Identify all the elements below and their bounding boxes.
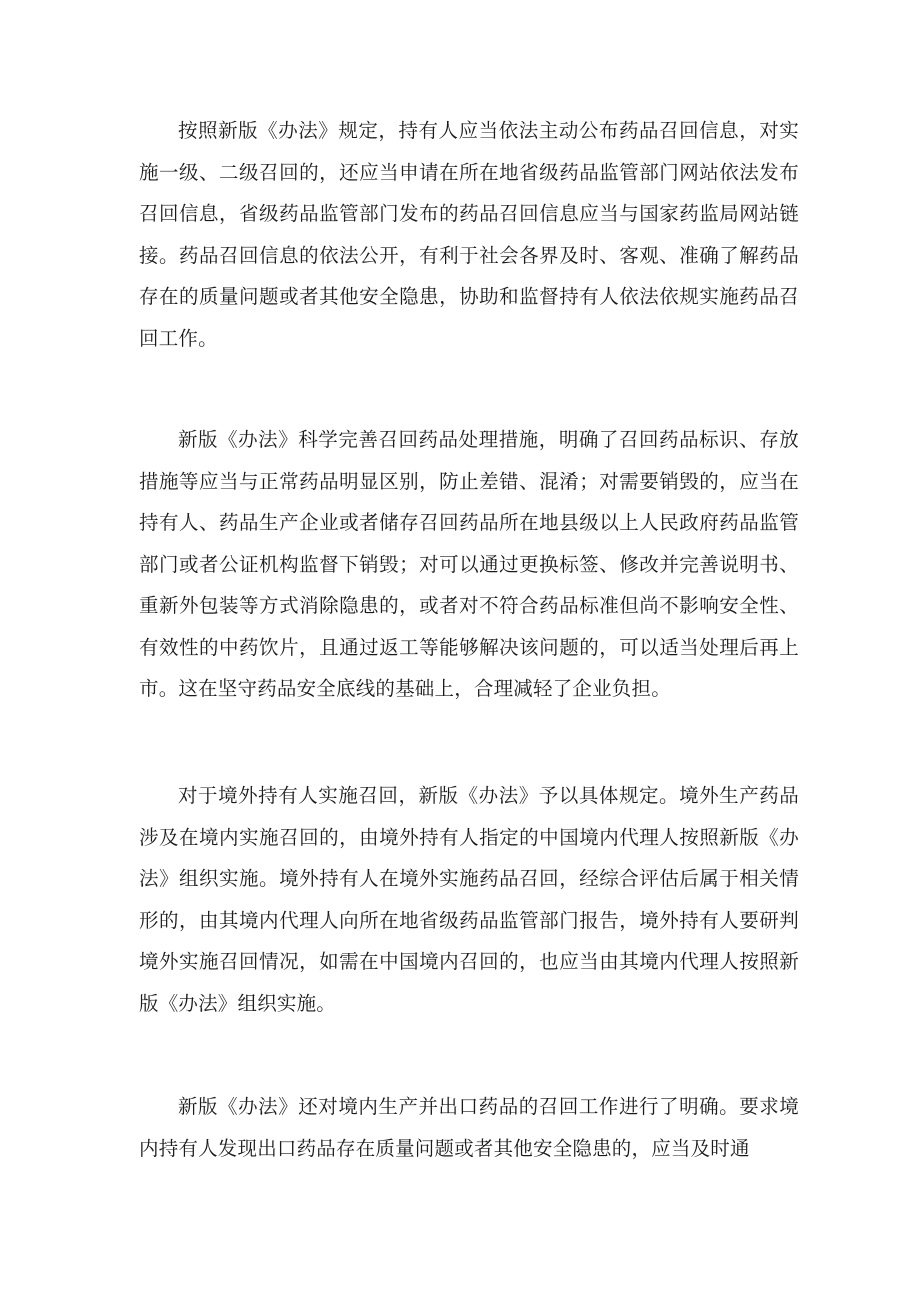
- paragraph-1: 按照新版《办法》规定，持有人应当依法主动公布药品召回信息，对实施一级、二级召回的，还应当申请在所在地省级药品监管部门网站依法发布召回信息，省级药品监管部门发布的药品召回信息应当与国家药监局网站链接。药品召回信息的依法公开，有利于社会各界及时、客观、准确了解药品存在的质量问题或者其他安全隐患，协助和监督持有人依法依规实施药品召回工作。: [139, 119, 799, 350]
- paragraph-2: 新版《办法》科学完善召回药品处理措施，明确了召回药品标识、存放措施等应当与正常药品明显区别，防止差错、混淆；对需要销毁的，应当在持有人、药品生产企业或者储存召回药品所在地县级以上人民政府药品监管部门或者公证机构监督下销毁；对可以通过更换标签、修改并完善说明书、重新外包装等方式消除隐患的，或者对不符合药品标准但尚不影响安全性、有效性的中药饮片，且通过返工等能够解决该问题的，可以适当处理后再上市。这在坚守药品安全底线的基础上，合理减轻了企业负担。: [139, 428, 799, 700]
- paragraph-3: 对于境外持有人实施召回，新版《办法》予以具体规定。境外生产药品涉及在境内实施召回的，由境外持有人指定的中国境内代理人按照新版《办法》组织实施。境外持有人在境外实施药品召回，经综合评估后属于相关情形的，由其境内代理人向所在地省级药品监管部门报告，境外持有人要研判境外实施召回情况，如需在中国境内召回的，也应当由其境内代理人按照新版《办法》组织实施。: [139, 784, 799, 1015]
- paragraph-4: 新版《办法》还对境内生产并出口药品的召回工作进行了明确。要求境内持有人发现出口药品存在质量问题或者其他安全隐患的，应当及时通: [139, 1095, 799, 1160]
